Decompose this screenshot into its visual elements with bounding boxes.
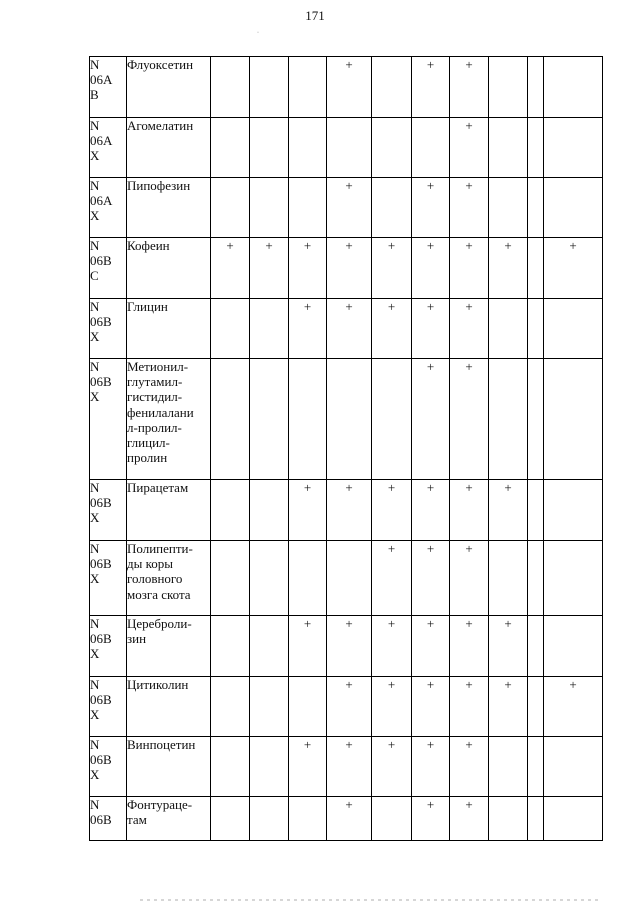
atc-code-line: X [90,208,100,224]
mark-cell [528,480,544,541]
drug-name-line: Флуоксетин [127,57,194,72]
mark-cell: + [412,616,450,677]
atc-code-line: N [90,541,100,556]
mark-cell: + [327,797,372,841]
mark-cell: + [450,797,489,841]
mark-cell: + [327,737,372,797]
atc-code-line: 06B [90,556,112,572]
mark-cell [289,541,327,616]
mark-cell: + [450,480,489,541]
mark-cell [544,57,603,118]
mark-cell: + [489,677,528,737]
mark-cell: + [489,238,528,299]
mark-cell [250,737,289,797]
table-row [90,480,603,541]
drug-name-cell [127,118,211,178]
mark-cell: + [450,359,489,480]
mark-cell [544,541,603,616]
drug-name-line: ды коры [127,556,173,572]
atc-code-line: N [90,677,100,692]
atc-code-cell [90,118,127,178]
mark-cell [327,118,372,178]
mark-cell [211,541,250,616]
mark-cell [489,797,528,841]
mark-cell [528,737,544,797]
atc-code-cell [90,737,127,797]
scan-speck: · [257,30,259,36]
drug-name-line: зин [127,631,147,647]
mark-cell: + [289,616,327,677]
mark-cell [327,541,372,616]
mark-cell: + [544,238,603,299]
mark-cell [211,57,250,118]
mark-cell [211,359,250,480]
mark-cell [412,118,450,178]
mark-cell [250,359,289,480]
atc-code-line: X [90,329,100,345]
scan-artifact-line [140,899,600,901]
drug-name-cell [127,57,211,118]
atc-code-line: N [90,299,100,314]
mark-cell [250,616,289,677]
atc-code-line: N [90,118,100,133]
mark-cell [489,178,528,238]
atc-code-line: N [90,737,100,752]
page-number: 171 [305,8,325,23]
drug-name-cell [127,178,211,238]
mark-cell [544,178,603,238]
mark-cell: + [327,299,372,359]
mark-cell: + [412,737,450,797]
atc-code-line: 06B [90,812,112,828]
drug-name-cell [127,480,211,541]
mark-cell [250,541,289,616]
mark-cell: + [412,57,450,118]
mark-cell [489,737,528,797]
drug-name-line: Пипофезин [127,178,191,193]
mark-cell [528,57,544,118]
drug-name-cell [127,359,211,480]
mark-cell: + [450,57,489,118]
drug-name-line: Фонтураце- [127,797,193,812]
mark-cell [528,299,544,359]
atc-code-line: 06A [90,133,113,149]
mark-cell: + [327,677,372,737]
table-row [90,616,603,677]
mark-cell [289,677,327,737]
table-row [90,541,603,616]
drug-name-cell [127,238,211,299]
atc-code-line: N [90,238,100,253]
mark-cell [528,178,544,238]
atc-code-line: X [90,389,100,405]
drug-name-line: Метионил- [127,359,189,374]
mark-cell [211,480,250,541]
atc-code-line: N [90,359,100,374]
atc-code-line: X [90,510,100,526]
drug-name-cell [127,541,211,616]
drug-name-line: там [127,812,147,828]
atc-code-cell [90,178,127,238]
mark-cell: + [412,480,450,541]
mark-cell: + [372,616,412,677]
mark-cell: + [412,178,450,238]
drug-name-cell [127,797,211,841]
atc-code-cell [90,299,127,359]
mark-cell [528,118,544,178]
drug-name-line: Глицин [127,299,168,314]
mark-cell: + [372,299,412,359]
mark-cell [489,118,528,178]
mark-cell: + [289,299,327,359]
mark-cell [544,737,603,797]
mark-cell: + [450,737,489,797]
mark-cell [544,797,603,841]
mark-cell [372,178,412,238]
mark-cell [528,541,544,616]
mark-cell: + [450,178,489,238]
drug-name-line: пролин [127,450,168,466]
mark-cell: + [544,677,603,737]
mark-cell [528,238,544,299]
mark-cell [250,57,289,118]
atc-code-line: X [90,571,100,587]
atc-code-line: 06B [90,374,112,390]
mark-cell: + [372,677,412,737]
atc-code-cell [90,677,127,737]
mark-cell [327,359,372,480]
drug-table [89,56,603,841]
mark-cell: + [412,541,450,616]
mark-cell [544,118,603,178]
mark-cell: + [450,616,489,677]
mark-cell: + [327,616,372,677]
mark-cell [372,359,412,480]
mark-cell [372,118,412,178]
table-row [90,737,603,797]
mark-cell [211,178,250,238]
atc-code-line: 06B [90,631,112,647]
mark-cell [372,57,412,118]
mark-cell: + [412,299,450,359]
mark-cell: + [289,480,327,541]
mark-cell: + [250,238,289,299]
mark-cell: + [450,118,489,178]
mark-cell [544,359,603,480]
mark-cell [250,677,289,737]
table-row [90,299,603,359]
mark-cell [211,737,250,797]
table-row [90,238,603,299]
mark-cell [250,178,289,238]
mark-cell: + [372,238,412,299]
mark-cell [489,359,528,480]
table-row [90,677,603,737]
mark-cell [528,616,544,677]
atc-code-cell [90,797,127,841]
atc-code-line: 06A [90,193,113,209]
drug-name-cell [127,737,211,797]
drug-name-line: Кофеин [127,238,170,253]
mark-cell: + [489,616,528,677]
atc-code-cell [90,616,127,677]
atc-code-line: B [90,87,99,103]
table-row [90,57,603,118]
atc-code-line: X [90,148,100,164]
mark-cell: + [372,541,412,616]
drug-name-line: головного [127,571,183,587]
atc-code-cell [90,480,127,541]
mark-cell: + [289,238,327,299]
mark-cell [211,118,250,178]
mark-cell [289,118,327,178]
mark-cell: + [412,797,450,841]
mark-cell [250,299,289,359]
mark-cell [489,541,528,616]
mark-cell: + [327,57,372,118]
drug-name-line: Полипепти- [127,541,193,556]
mark-cell [211,299,250,359]
drug-name-line: глицил- [127,435,170,451]
mark-cell [211,616,250,677]
mark-cell [289,57,327,118]
drug-name-cell [127,299,211,359]
mark-cell [489,299,528,359]
drug-name-line: фенилалани [127,404,194,420]
atc-code-cell [90,57,127,118]
table-row [90,797,603,841]
mark-cell [250,480,289,541]
atc-code-line: X [90,646,100,662]
mark-cell [250,118,289,178]
mark-cell [211,797,250,841]
mark-cell: + [327,480,372,541]
mark-cell: + [450,677,489,737]
mark-cell: + [489,480,528,541]
mark-cell: + [289,737,327,797]
atc-code-line: X [90,767,100,783]
drug-name-line: глутамил- [127,374,183,390]
mark-cell: + [412,677,450,737]
mark-cell: + [450,238,489,299]
drug-name-line: Цитиколин [127,677,189,692]
atc-code-line: N [90,616,100,631]
drug-name-line: л-пролил- [127,419,182,435]
atc-code-cell [90,541,127,616]
drug-name-cell [127,677,211,737]
atc-code-line: N [90,57,100,72]
atc-code-line: X [90,707,100,723]
mark-cell: + [412,359,450,480]
mark-cell: + [450,299,489,359]
drug-name-cell [127,616,211,677]
atc-code-line: N [90,178,100,193]
table-row [90,178,603,238]
mark-cell: + [450,541,489,616]
atc-code-line: 06B [90,752,112,768]
mark-cell [544,480,603,541]
mark-cell: + [372,737,412,797]
mark-cell [211,677,250,737]
mark-cell [489,57,528,118]
mark-cell [528,677,544,737]
mark-cell [528,359,544,480]
table-row [90,118,603,178]
mark-cell [544,616,603,677]
mark-cell [289,359,327,480]
drug-name-line: Пирацетам [127,480,189,495]
atc-code-line: 06B [90,692,112,708]
atc-code-line: 06B [90,253,112,269]
atc-code-line: N [90,797,100,812]
atc-code-cell [90,359,127,480]
table-row [90,359,603,480]
drug-name-line: мозга скота [127,586,191,602]
mark-cell: + [412,238,450,299]
drug-name-line: Агомелатин [127,118,194,133]
mark-cell: + [327,178,372,238]
drug-name-line: Винпоцетин [127,737,196,752]
mark-cell [250,797,289,841]
mark-cell [289,797,327,841]
atc-code-cell [90,238,127,299]
drug-name-line: гистидил- [127,389,183,405]
drug-name-line: Цереброли- [127,616,192,631]
mark-cell: + [327,238,372,299]
mark-cell: + [372,480,412,541]
atc-code-line: 06A [90,72,113,88]
mark-cell: + [211,238,250,299]
atc-code-line: N [90,480,100,495]
atc-code-line: C [90,268,99,284]
atc-code-line: 06B [90,495,112,511]
mark-cell [528,797,544,841]
mark-cell [289,178,327,238]
atc-code-line: 06B [90,314,112,330]
mark-cell [372,797,412,841]
mark-cell [544,299,603,359]
